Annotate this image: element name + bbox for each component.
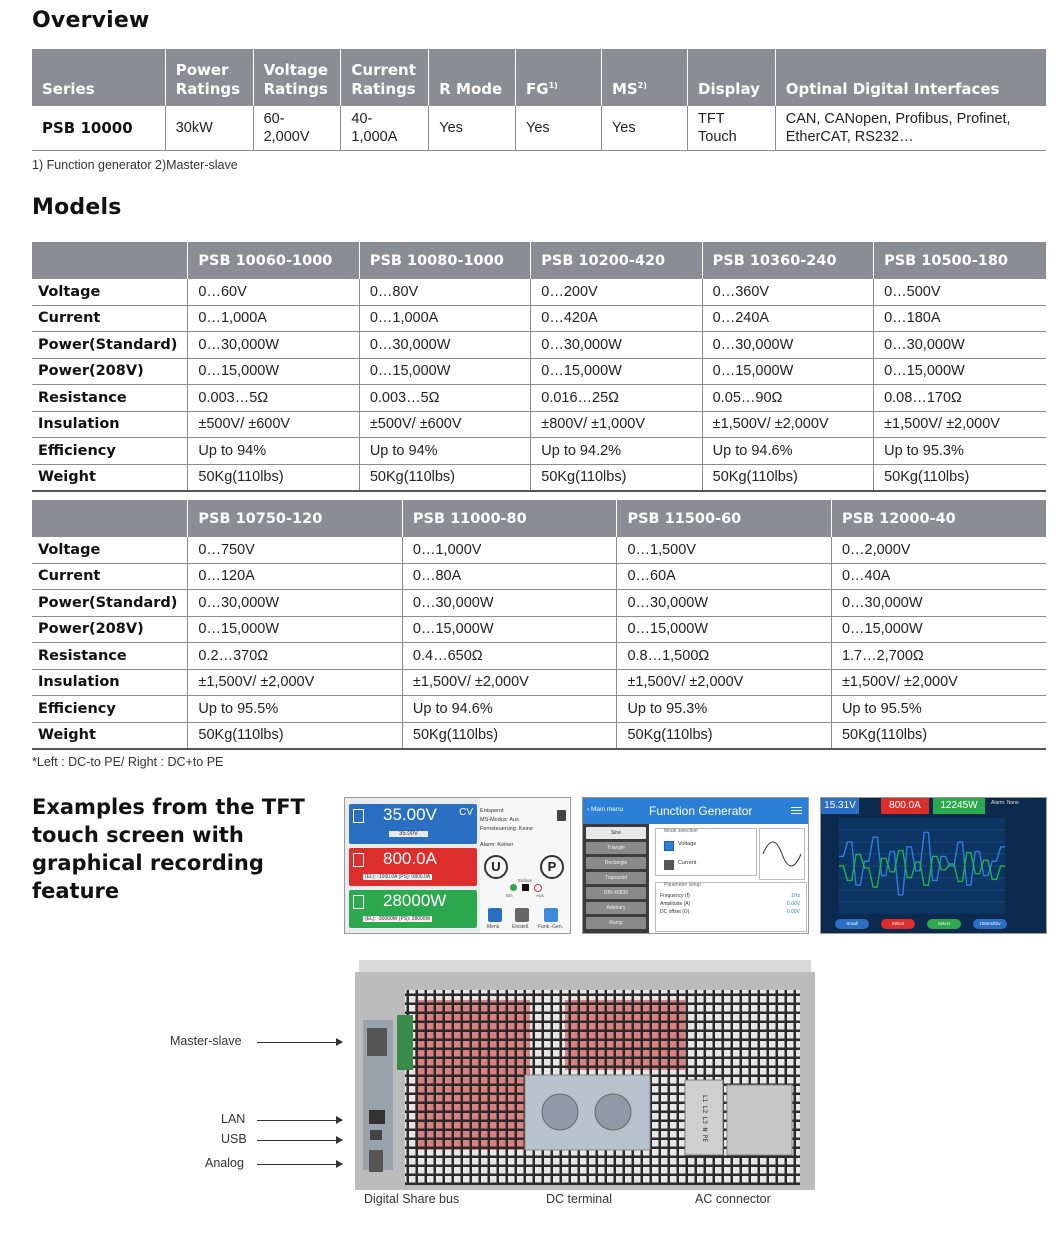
usb-port-icon <box>370 1130 382 1140</box>
graph-voltage: 15.31V <box>821 798 859 814</box>
master-slave-port-icon <box>367 1028 387 1056</box>
models-table-1-header <box>32 242 1046 279</box>
u-knob-icon: U <box>484 855 508 879</box>
overview-header-text: Power Ratings <box>175 61 241 98</box>
screenshot-function-generator <box>582 797 809 934</box>
models-cell: 0…15,000W <box>831 616 1046 643</box>
models-header-cell: PSB 10200-420 <box>531 242 702 279</box>
overview-header-text: FG <box>526 80 549 98</box>
arrow-master-slave <box>257 1042 342 1043</box>
screenshot-main-display <box>344 797 571 934</box>
internal-red-grill-mid <box>565 1000 685 1070</box>
status-info-line: MS-Modus: Aus <box>480 817 519 823</box>
table-row <box>32 385 1046 412</box>
models-cell: 50Kg(110lbs) <box>874 464 1046 491</box>
models-cell: ±1,500V/ ±2,000V <box>188 669 403 696</box>
fg-mode-current-radio[interactable] <box>664 860 674 870</box>
label-dc-terminal: DC terminal <box>546 1192 612 1206</box>
overview-cell: CAN, CANopen, Profibus, Profinet, EtherCAT, RS232… <box>775 106 1046 151</box>
table-row <box>32 669 1046 696</box>
ac-connector-label: L1 L2 L3 N PE <box>701 1095 708 1142</box>
fg-param-title: Parameter setup <box>664 882 701 888</box>
table-row <box>32 590 1046 617</box>
models-table-1 <box>32 242 1046 492</box>
models-cell: Up to 94% <box>188 438 359 465</box>
overview-header-cell <box>341 49 429 106</box>
models-header-cell: PSB 10080-1000 <box>359 242 530 279</box>
current-sub: (EL): -1000.0A (PS): 0800.0A <box>365 874 431 880</box>
fg-param-name: Amplitude (A) <box>660 901 691 907</box>
fg-waveform-menu <box>583 824 649 933</box>
models-cell: Up to 94.6% <box>402 696 617 723</box>
overview-header-cell <box>429 49 516 106</box>
fg-menu-item[interactable]: Trapezoid <box>586 872 646 884</box>
fg-param-row[interactable] <box>660 908 800 916</box>
models-cell: 0…15,000W <box>531 358 702 385</box>
models-cell: 0…500V <box>874 279 1046 305</box>
alarm-status: Alarm: Keiner <box>480 842 514 848</box>
table-row <box>32 464 1046 491</box>
graph-button[interactable]: 100ms/Div <box>973 919 1007 929</box>
table-row <box>32 696 1046 723</box>
fg-param-value: 0.00V <box>786 909 800 915</box>
models-cell: 0…360V <box>702 279 873 305</box>
models-cell: 0…1,000A <box>188 305 359 332</box>
models-cell: ±500V/ ±600V <box>188 411 359 438</box>
models-cell: 0…30,000W <box>874 332 1046 359</box>
callout-usb: USB <box>221 1132 247 1146</box>
overview-cell: TFT Touch <box>688 106 776 151</box>
row-label: Efficiency <box>32 696 188 723</box>
models-cell: 50Kg(110lbs) <box>531 464 702 491</box>
overview-header-cell <box>775 49 1046 106</box>
overview-cell: PSB 10000 <box>32 106 165 151</box>
overview-footnote: 1) Function generator 2)Master-slave <box>32 158 238 172</box>
models-cell: ±1,500V/ ±2,000V <box>874 411 1046 438</box>
fg-param-name: DC offset (O) <box>660 909 690 915</box>
internal-red-grill-left <box>415 1000 530 1150</box>
models-cell: 50Kg(110lbs) <box>359 464 530 491</box>
overview-cell: 40-1,000A <box>341 106 429 151</box>
models-cell: 0…1,500V <box>617 537 832 563</box>
fg-sine-preview <box>759 828 805 880</box>
models-cell: 0.05…90Ω <box>702 385 873 412</box>
label-ac-connector: AC connector <box>695 1192 771 1206</box>
models-cell: 0…40A <box>831 563 1046 590</box>
callout-master-slave: Master-slave <box>170 1034 242 1048</box>
overview-header-text: MS <box>611 80 638 98</box>
overview-header-text: R Mode <box>439 80 503 98</box>
models-cell: 0…240A <box>702 305 873 332</box>
analog-port-icon <box>369 1150 383 1172</box>
table-row <box>32 537 1046 563</box>
callout-lan: LAN <box>221 1112 246 1126</box>
fg-header <box>583 798 808 824</box>
models-cell: 50Kg(110lbs) <box>702 464 873 491</box>
models-header-cell: PSB 10500-180 <box>874 242 1046 279</box>
row-label: Current <box>32 305 188 332</box>
models-cell: 0…30,000W <box>617 590 832 617</box>
table-row <box>32 411 1046 438</box>
models-header-cell: PSB 10750-120 <box>188 500 403 537</box>
overview-header-cell <box>253 49 341 106</box>
models-cell: 50Kg(110lbs) <box>188 722 403 749</box>
overview-header-cell <box>165 49 253 106</box>
graph-button[interactable]: Select <box>881 919 915 929</box>
lan-port-icon <box>369 1110 385 1124</box>
fg-menu-item[interactable]: DIN 40839 <box>586 887 646 899</box>
dc-terminal-left-icon <box>542 1094 578 1130</box>
graph-button[interactable]: Small <box>835 919 869 929</box>
row-label: Power(Standard) <box>32 332 188 359</box>
models-cell: 0…200V <box>531 279 702 305</box>
overview-header-cell <box>32 49 165 106</box>
overview-data-row <box>32 106 1046 151</box>
voltage-panel <box>349 804 477 844</box>
arrow-analog <box>257 1164 342 1165</box>
fg-mode-title: Mode selection <box>664 828 698 834</box>
table-row <box>32 332 1046 359</box>
row-label: Power(208V) <box>32 358 188 385</box>
voltage-icon <box>353 809 364 823</box>
models-cell: Up to 95.3% <box>874 438 1046 465</box>
dc-terminal-right-icon <box>595 1094 631 1130</box>
function-generator-icon[interactable] <box>544 908 558 922</box>
models-cell: 0…750V <box>188 537 403 563</box>
fg-menu-item[interactable]: Ramp <box>586 917 646 929</box>
ac-cover-plate <box>727 1085 792 1155</box>
status-info-line: Fernsteuerung: Keine <box>480 826 533 832</box>
graph-current: 800.0A <box>881 798 929 814</box>
models-cell: 0…15,000W <box>702 358 873 385</box>
status-label-on: Ein <box>506 893 513 898</box>
graph-power: 12245W <box>933 798 985 814</box>
menu-icon[interactable] <box>488 908 502 922</box>
fg-param-row[interactable] <box>660 892 800 900</box>
models-cell: 50Kg(110lbs) <box>831 722 1046 749</box>
models-header-cell: PSB 12000-40 <box>831 500 1046 537</box>
models-cell: 0…30,000W <box>359 332 530 359</box>
row-label: Voltage <box>32 279 188 305</box>
models-cell: 0…15,000W <box>188 358 359 385</box>
models-cell: ±1,500V/ ±2,000V <box>831 669 1046 696</box>
models-header-cell: PSB 10060-1000 <box>188 242 359 279</box>
p-knob-icon: P <box>540 855 564 879</box>
overview-header-row <box>32 49 1046 106</box>
menu-button-label: Menü <box>487 924 500 930</box>
models-cell: 0…30,000W <box>831 590 1046 617</box>
overview-header-text: Display <box>698 80 760 98</box>
status-side <box>480 798 570 933</box>
row-label: Efficiency <box>32 438 188 465</box>
cv-mode: CV <box>459 807 473 818</box>
models-cell: 50Kg(110lbs) <box>617 722 832 749</box>
overview-header-cell <box>601 49 687 106</box>
models-cell: 0…60A <box>617 563 832 590</box>
models-cell: 0…80A <box>402 563 617 590</box>
row-label: Current <box>32 563 188 590</box>
current-icon <box>353 853 364 867</box>
row-label: Insulation <box>32 669 188 696</box>
models-cell: 1.7…2,700Ω <box>831 643 1046 670</box>
models-header-cell: PSB 10360-240 <box>702 242 873 279</box>
overview-table <box>32 49 1046 151</box>
graph-chart <box>839 818 1005 914</box>
models-table-2 <box>32 500 1046 750</box>
row-label: Weight <box>32 464 188 491</box>
models-cell: 0…15,000W <box>188 616 403 643</box>
top-cover <box>359 960 811 972</box>
models-cell: 0…80V <box>359 279 530 305</box>
models-cell: ±1,500V/ ±2,000V <box>617 669 832 696</box>
screenshot-graph-recording <box>820 797 1047 934</box>
models-cell: 50Kg(110lbs) <box>188 464 359 491</box>
graph-buttons <box>835 919 1040 930</box>
graph-alarm: Alarm: None <box>991 800 1019 806</box>
row-label: Power(208V) <box>32 616 188 643</box>
overview-cell: Yes <box>429 106 516 151</box>
row-label: Insulation <box>32 411 188 438</box>
current-value: 800.0A <box>383 849 437 868</box>
models-cell: Up to 95.5% <box>188 696 403 723</box>
models-cell: 0…15,000W <box>359 358 530 385</box>
row-label: Resistance <box>32 643 188 670</box>
overview-cell: 60-2,000V <box>253 106 341 151</box>
fg-param-row[interactable] <box>660 900 800 908</box>
power-value: 28000W <box>383 891 447 910</box>
models-cell: 0…15,000W <box>617 616 832 643</box>
power-panel <box>349 890 477 928</box>
settings-icon[interactable] <box>515 908 529 922</box>
models-cell: Up to 95.3% <box>617 696 832 723</box>
models-title: Models <box>32 195 122 220</box>
row-label: Weight <box>32 722 188 749</box>
models-cell: 0…2,000V <box>831 537 1046 563</box>
models-cell: ±1,500V/ ±2,000V <box>702 411 873 438</box>
graph-button[interactable]: Select <box>927 919 961 929</box>
models-table-2-header <box>32 500 1046 537</box>
overview-header-cell <box>688 49 776 106</box>
status-info-line: Entspernt <box>480 808 504 814</box>
models-cell: 0…1,000V <box>402 537 617 563</box>
overview-cell: 30kW <box>165 106 253 151</box>
models-cell: 0…120A <box>188 563 403 590</box>
hamburger-icon[interactable] <box>791 807 802 808</box>
fg-menu-item[interactable]: Triangle <box>586 842 646 854</box>
row-label: Power(Standard) <box>32 590 188 617</box>
models-header-cell: PSB 11500-60 <box>617 500 832 537</box>
fg-mode-voltage: Voltage <box>678 841 697 847</box>
fg-menu-item[interactable]: Arbitrary <box>586 902 646 914</box>
models-cell: 0…30,000W <box>531 332 702 359</box>
fg-title: Function Generator <box>649 804 753 818</box>
fg-param-value: 0.00V <box>786 901 800 907</box>
models-cell: Up to 94% <box>359 438 530 465</box>
fg-mode-current: Current <box>678 860 697 866</box>
models-cell: 0.016…25Ω <box>531 385 702 412</box>
fg-param-value: 1Hz <box>791 893 800 899</box>
models-header-cell: PSB 11000-80 <box>402 500 617 537</box>
models-cell: 50Kg(110lbs) <box>402 722 617 749</box>
overview-header-sup: 1) <box>548 81 558 90</box>
status-label-off: Aus <box>536 893 544 898</box>
models-cell: 0…30,000W <box>702 332 873 359</box>
examples-title: Examples from the TFT touch screen with graphical recording feature <box>32 795 305 903</box>
models-cell: 0.8…1,500Ω <box>617 643 832 670</box>
fg-mode-voltage-radio[interactable] <box>664 841 674 851</box>
callout-analog: Analog <box>205 1156 244 1170</box>
fg-mode-box <box>655 828 757 876</box>
models-header-blank <box>32 242 188 279</box>
models-cell: 0…15,000W <box>874 358 1046 385</box>
overview-header-cell <box>516 49 602 106</box>
models-cell: 0…1,000A <box>359 305 530 332</box>
overview-cell: Yes <box>601 106 687 151</box>
on-led-icon <box>510 884 517 891</box>
share-bus-connector-icon <box>397 1015 413 1070</box>
table-row <box>32 616 1046 643</box>
arrow-lan <box>257 1120 342 1121</box>
funcgen-button-label: Funk.-Gen. <box>538 924 564 930</box>
models-cell: 0…30,000W <box>188 332 359 359</box>
models-footnote: *Left : DC-to PE/ Right : DC+to PE <box>32 755 224 769</box>
fg-menu-item[interactable]: Sine <box>586 827 646 839</box>
models-cell: ±1,500V/ ±2,000V <box>402 669 617 696</box>
models-cell: 0…60V <box>188 279 359 305</box>
models-cell: ±800V/ ±1,000V <box>531 411 702 438</box>
power-sub: (EL): -30000W (PS): 28000W <box>365 916 431 922</box>
fg-param-name: Frequency (f) <box>660 893 690 899</box>
status-label-bus: Einbus <box>518 878 532 883</box>
power-icon <box>353 895 364 909</box>
status-info <box>480 807 533 834</box>
models-cell: 0.4…650Ω <box>402 643 617 670</box>
fg-menu-item[interactable]: Rectangle <box>586 857 646 869</box>
table-row <box>32 279 1046 305</box>
models-header-blank <box>32 500 188 537</box>
off-led-icon <box>534 884 542 892</box>
row-label: Resistance <box>32 385 188 412</box>
table-row <box>32 358 1046 385</box>
label-digital-share-bus: Digital Share bus <box>364 1192 460 1206</box>
overview-header-sup: 2) <box>637 81 647 90</box>
table-row <box>32 563 1046 590</box>
models-cell: 0.003…5Ω <box>359 385 530 412</box>
table-row <box>32 305 1046 332</box>
fg-param-list <box>660 892 800 916</box>
voltage-value: 35.00V <box>383 805 437 824</box>
overview-cell: Yes <box>516 106 602 151</box>
models-cell: 0…15,000W <box>402 616 617 643</box>
table-row <box>32 438 1046 465</box>
overview-header-text: Voltage Ratings <box>263 61 329 98</box>
models-cell: 0…180A <box>874 305 1046 332</box>
models-cell: Up to 94.2% <box>531 438 702 465</box>
models-cell: 0…30,000W <box>402 590 617 617</box>
overview-title: Overview <box>32 8 150 33</box>
rear-panel-photo <box>355 960 815 1190</box>
models-cell: 0.08…170Ω <box>874 385 1046 412</box>
overview-header-text: Current Ratings <box>351 61 416 98</box>
models-cell: Up to 94.6% <box>702 438 873 465</box>
models-cell: 0…30,000W <box>188 590 403 617</box>
models-cell: 0…420A <box>531 305 702 332</box>
overview-header-text: Optinal Digital Interfaces <box>785 80 1000 98</box>
table-row <box>32 722 1046 749</box>
arrow-usb <box>257 1140 342 1141</box>
stop-icon <box>522 884 529 891</box>
models-cell: ±500V/ ±600V <box>359 411 530 438</box>
voltage-set: 35.00V <box>389 831 428 837</box>
models-cell: 0.2…370Ω <box>188 643 403 670</box>
models-cell: Up to 95.5% <box>831 696 1046 723</box>
fg-param-box <box>655 882 807 932</box>
row-label: Voltage <box>32 537 188 563</box>
overview-header-text: Series <box>42 80 95 98</box>
table-row <box>32 643 1046 670</box>
lock-icon <box>557 810 566 821</box>
fg-back-button[interactable]: ‹ Main menu <box>587 806 624 813</box>
models-cell: 0.003…5Ω <box>188 385 359 412</box>
settings-button-label: Einstell. <box>512 924 530 930</box>
current-panel <box>349 848 477 886</box>
